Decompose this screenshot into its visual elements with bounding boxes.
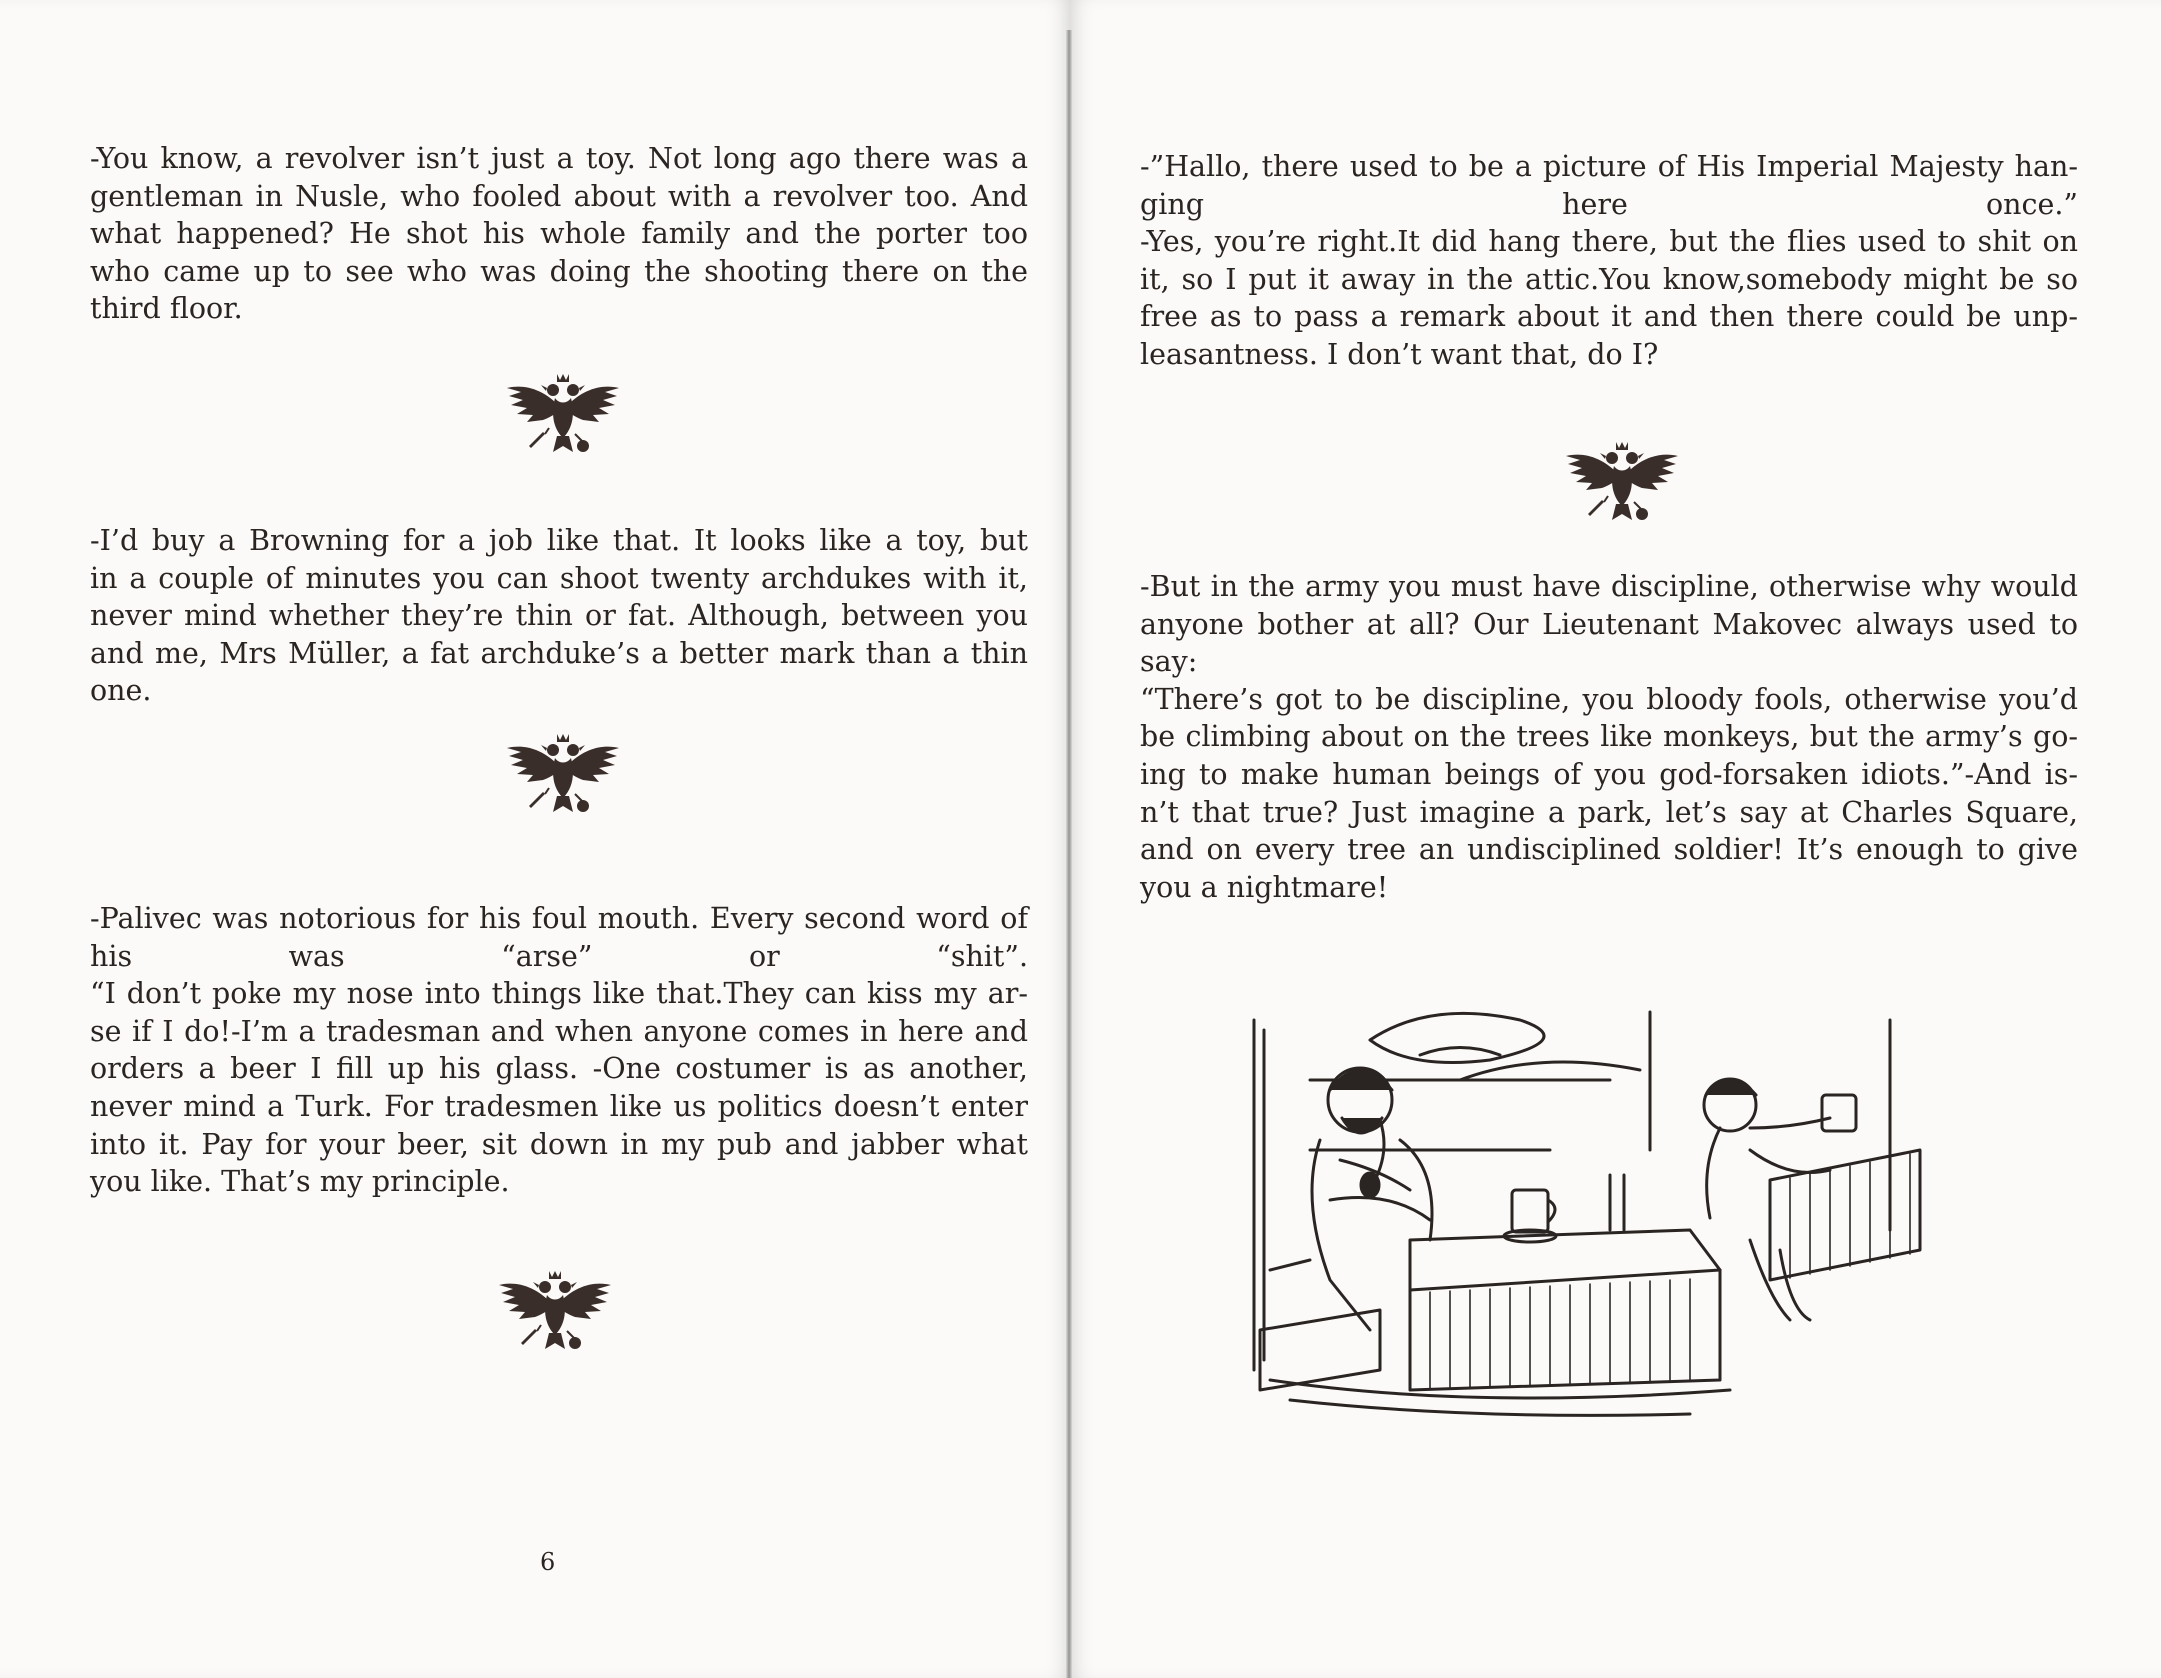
text-line: what happened? He shot his whole family and the porter too [90,217,1028,251]
text-line: into it. Pay for your beer, sit down in my pub and jabber what [90,1127,1028,1161]
text-line: and me, Mrs Müller, a fat archduke’s a better mark than a thin [90,636,1028,670]
text-line: you a nightmare! [1140,870,1389,904]
text-line: free as to pass a remark about it and then there could be unp- [1140,300,2078,334]
text-line: in a couple of minutes you can shoot twenty archdukes with it, [90,561,1028,595]
text-line: who came up to see who was doing the shooting there on the [90,254,1028,288]
text-line: orders a beer I fill up his glass. -One costumer is as another, [90,1052,1028,1086]
text-line: -I’d buy a Browning for a job like that. It looks like a toy, but [90,524,1028,557]
left-paragraph-3 [90,900,1028,1201]
text-line: -”Hallo, there used to be a picture of His Imperial Majesty han- [1140,150,2078,183]
text-line: ging here once.” [1140,187,2078,221]
text-line: gentleman in Nusle, who fooled about with a revolver too. And [90,179,1028,213]
text-line: -Yes, you’re right.It did hang there, but the flies used to shit on [1140,225,2078,259]
book-gutter [1066,30,1072,1678]
double-headed-eagle-icon [1562,436,1682,532]
text-line: never mind whether they’re thin or fat. Although, between you [90,599,1028,633]
text-line: ing to make human beings of you god-forsaken idiots.”-And is- [1140,757,2078,791]
text-line: his was “arse” or “shit”. [90,939,1028,973]
double-headed-eagle-icon [503,728,623,824]
text-line: -Palivec was notorious for his foul mouth. Every second word of [90,902,1028,935]
text-line: and on every tree an undisciplined soldier! It’s enough to give [1140,833,2078,867]
text-line: se if I do!-I’m a tradesman and when anyone comes in here and [90,1014,1028,1048]
text-line: “I don’t poke my nose into things like that.They can kiss my ar- [90,977,1028,1011]
text-line: leasantness. I don’t want that, do I? [1140,337,1659,371]
text-line: never mind a Turk. For tradesmen like us politics doesn’t enter [90,1089,1028,1123]
text-line: anyone bother at all? Our Lieutenant Makovec always used to [1140,607,2078,641]
right-paragraph-1 [1140,148,2078,374]
text-line: third floor. [90,292,243,326]
page-number: 6 [540,1548,556,1576]
text-line: “There’s got to be discipline, you bloody fools, otherwise you’d [1140,682,2078,716]
text-line: one. [90,674,152,708]
right-paragraph-2 [1140,568,2078,906]
text-line: -But in the army you must have discipline, otherwise why would [1140,570,2078,603]
left-paragraph-2 [90,522,1028,710]
text-line: say: [1140,645,1198,679]
left-paragraph-1 [90,140,1028,328]
double-headed-eagle-icon [495,1265,615,1361]
pub-scene-illustration [1250,1000,1950,1430]
text-line: it, so I put it away in the attic.You know,somebody might be so [1140,262,2078,296]
text-line: n’t that true? Just imagine a park, let’s say at Charles Square, [1140,795,2078,829]
text-line: be climbing about on the trees like monkeys, but the army’s go- [1140,720,2078,754]
text-line: -You know, a revolver isn’t just a toy. Not long ago there was a [90,142,1028,175]
text-line: you like. That’s my principle. [90,1165,510,1199]
double-headed-eagle-icon [503,368,623,464]
